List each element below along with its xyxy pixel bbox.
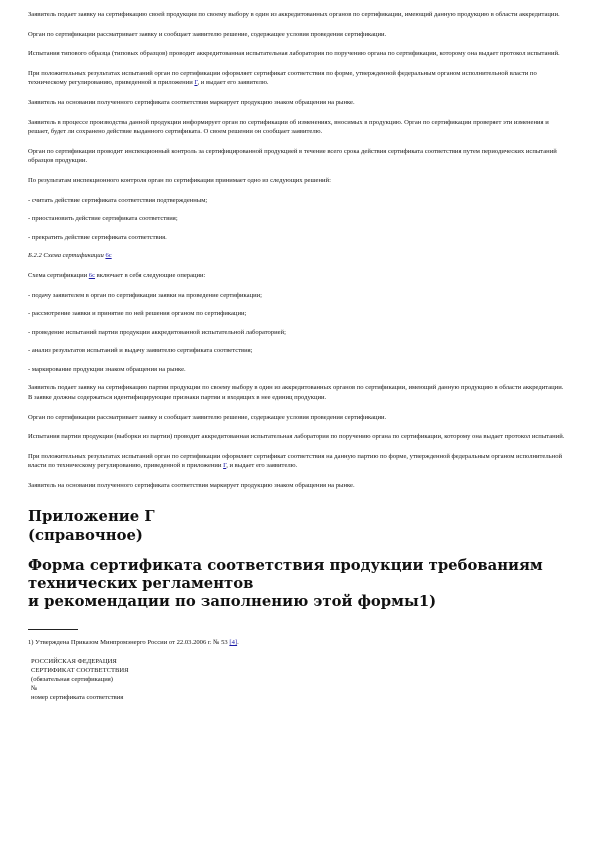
list-item: - приостановить действие сертификата соответствия; [28,215,178,223]
list-item: - подачу заявителем в орган по сертификации заявки на проведение сертификации; [28,291,262,299]
form-title-heading: Форма сертификата соответствия продукции требованиям технических регламентов и рекомендации по заполнению этой формы1) [28,556,543,610]
paragraph: Заявитель подает заявку на сертификацию своей продукции по своему выбору в один из аккредитованных органов по сертификации, имеющий данную продукцию в области аккредитации. [28,11,560,18]
list-item: - рассмотрение заявки и принятие по ней решения органом по сертификации; [28,310,247,318]
appendix-heading: Приложение Г (справочное) [28,507,155,544]
appendix-g-link[interactable]: Г [223,462,227,470]
scheme-6c-link[interactable]: 6с [105,252,112,260]
footnote: 1) Утверждена Приказом Минпромэнерго России от 22.03.2006 г. № 53 [4]. [28,638,239,646]
list-item: - анализ результатов испытаний и выдачу заявителю сертификата соответствия; [28,347,253,355]
paragraph: Орган по сертификации рассматривает заявку и сообщает заявителю решение, содержащее условия проведения сертификации. [28,413,387,421]
list-item: - прекратить действие сертификата соответствия. [28,233,167,241]
paragraph: Заявитель подает заявку на сертификацию партии продукции по своему выбору в один из аккредитованных органов по сертификации, имеющий данную продукцию в области аккредитации. В заявке должны содержаться идентифицирующие признаки партии и входящих в нее единиц продукции. [28,384,564,402]
paragraph: Заявитель в процессе производства данной продукции информирует орган по сертификации об изменениях, вносимых в продукцию. Орган по сертификации проверяет эти изменения и решает, будет ли сохранено действие выданного сертификата. О своем решении он сообщает заявителю. [28,118,549,136]
scheme-intro: Схема сертификации 6с включает в себя следующие операции: [28,271,206,279]
scheme-heading: Б.2.2 Схема сертификации 6с [28,252,112,260]
paragraph-certificate-issue: При положительных результатах испытаний орган по сертификации оформляет сертификат соответствия по форме, утвержденной федеральным органом исполнительной власти по техническому регулированию, приведенной в приложении Г, и выдает его заявителю. [28,69,537,87]
paragraph: Испытания типового образца (типовых образцов) проводит аккредитованная испытательная лаборатория по поручению органа по сертификации, которому она выдает протокол испытаний. [28,50,560,58]
paragraph: Заявитель на основании полученного сертификата соответствия маркирует продукцию знаком обращения на рынке. [28,98,355,106]
list-item: - считать действие сертификата соответствия подтвержденным; [28,196,208,204]
list-item: - маркирование продукции знаком обращения на рынке. [28,365,186,373]
list-item: - проведение испытаний партии продукции аккредитованной испытательной лабораторией; [28,328,286,336]
scheme-6c-link[interactable]: 6с [88,271,96,279]
paragraph-batch-certificate: При положительных результатах испытаний орган по сертификации оформляет сертификат соответствия на данную партию по форме, утвержденной федеральным органом исполнительной власти по техническому регулированию, приведенной в приложении Г, и выдает его заявителю. [28,452,563,470]
paragraph: Заявитель на основании полученного сертификата соответствия маркирует продукцию знаком обращения на рынке. [28,482,355,490]
appendix-g-link[interactable]: Г [194,79,198,87]
paragraph: Орган по сертификации рассматривает заявку и сообщает заявителю решение, содержащее условия проведения сертификации. [28,30,387,38]
certificate-form-header: РОССИЙСКАЯ ФЕДЕРАЦИЯ СЕРТИФИКАТ СООТВЕТСТВИЯ (обязательная сертификация) № номер сертификата соответствия [31,657,129,702]
paragraph: Испытания партии продукции (выборки из партии) проводит аккредитованная испытательная лаборатория по поручению органа по сертификации, которому она выдает протокол испытаний. [28,433,565,441]
footnote-divider [28,629,78,630]
paragraph: По результатам инспекционного контроля орган по сертификации принимает одно из следующих решений: [28,176,331,184]
paragraph: Орган по сертификации проводит инспекционный контроль за сертифицированной продукцией в течение всего срока действия сертификата соответствия путем периодических испытаний образцов продукции. [28,147,557,165]
reference-4-link[interactable]: [4] [229,638,238,646]
